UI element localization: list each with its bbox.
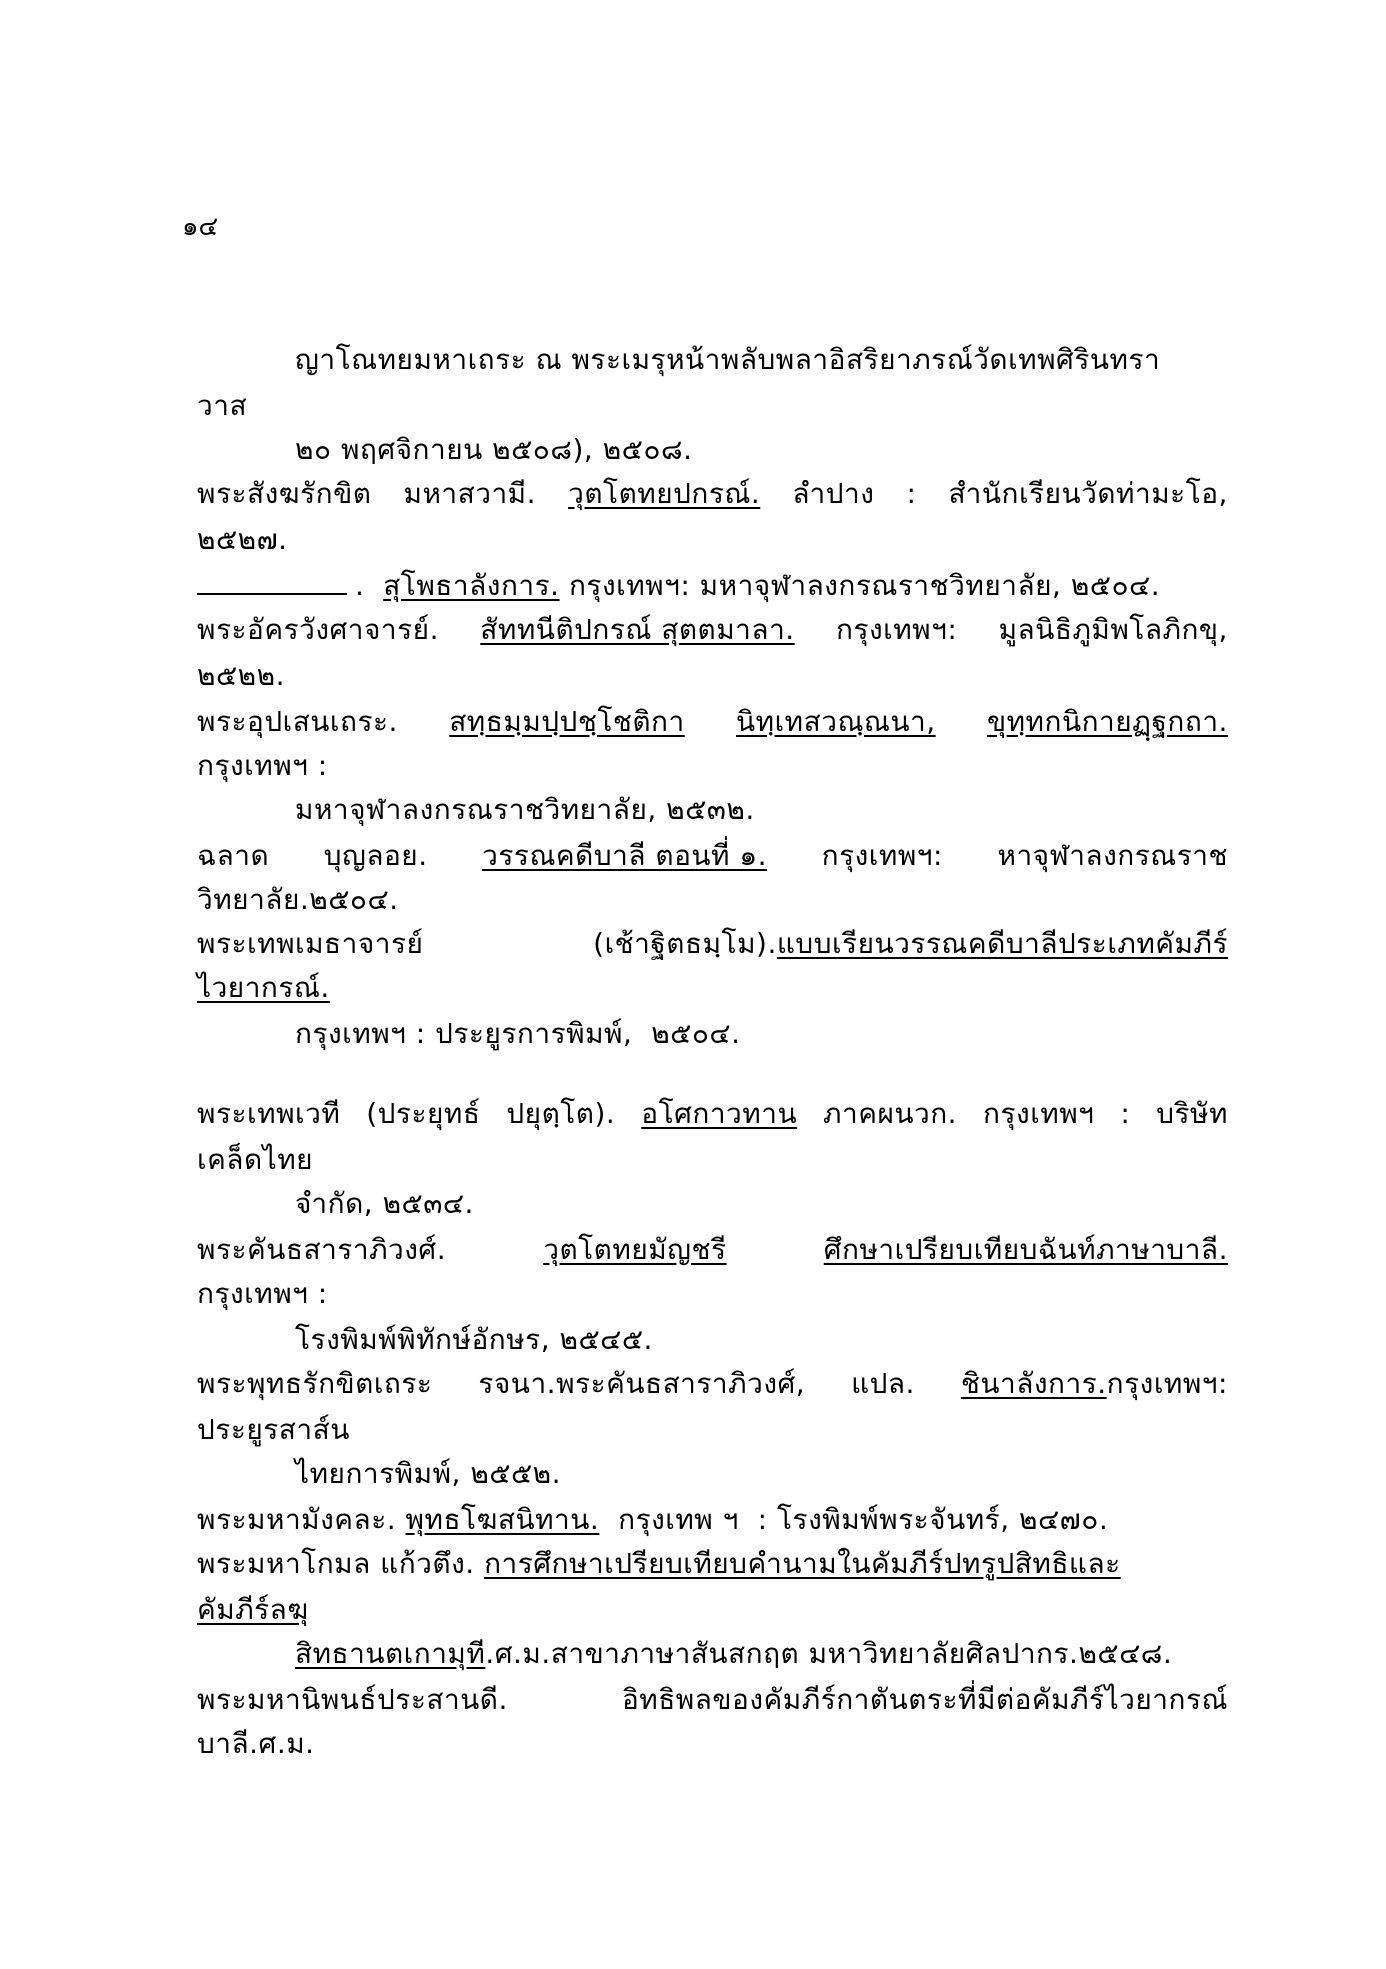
bib-line: ๒๕๒๗. xyxy=(197,523,288,556)
author: พระเทพเมธาจารย์ xyxy=(197,927,424,960)
book-title: วุตโตทยมัญชรี xyxy=(543,1233,727,1266)
book-title: นิทฺเทสวณฺณนา, xyxy=(736,705,936,738)
bib-entry-thepwethi xyxy=(197,1094,1228,1134)
translator: แปล. xyxy=(851,1367,915,1400)
book-title: ชินาลังการ.กรุงเทพฯ: xyxy=(960,1367,1228,1400)
page-number: ๑๔ xyxy=(182,212,219,242)
book-title: อโศกาวทาน xyxy=(641,1097,798,1130)
bib-line: ๒๐ พฤศจิกายน ๒๕๐๘), ๒๕๐๘. xyxy=(295,433,693,466)
book-title: สทฺธมฺมปฺปชฺโชติกา xyxy=(449,705,685,738)
author: (เช้าฐิตธมฺโม).แบบเรียนวรรณคดีบาลีประเภทคัมภีร์ xyxy=(593,927,1228,960)
author: ฉลาด xyxy=(197,839,270,872)
bib-line: ประยูรสาส์น xyxy=(197,1413,350,1446)
thesis-title: อิทธิพลของคัมภีร์กาตันตระที่มีต่อคัมภีร์ไวยากรณ์ xyxy=(621,1683,1228,1716)
author: พระสังฆรักขิต xyxy=(197,477,372,510)
book-title: สัททนีติปกรณ์ สุตตมาลา. xyxy=(480,613,795,646)
author: พระอุปเสนเถระ. xyxy=(197,705,398,738)
author: พระอัครวังศาจารย์. xyxy=(197,613,439,646)
author: พระเทพเวที xyxy=(197,1097,341,1130)
bib-line: เคล็ดไทย xyxy=(197,1143,314,1176)
book-title: พุทธโฆสนิทาน. xyxy=(405,1503,600,1536)
bib-entry-subodhalankara: . สุโพธาลังการ. กรุงเทพฯ: มหาจุฬาลงกรณราชวิทยาลัย, ๒๕๐๔. xyxy=(197,566,1160,606)
author: พระคันธสาราภิวงศ์. xyxy=(197,1233,447,1266)
bib-entry-kandhasara xyxy=(197,1230,1228,1270)
bib-entry-mangala: พระมหามังคละ. พุทธโฆสนิทาน. กรุงเทพ ฯ : โรงพิมพ์พระจันทร์, ๒๔๗๐. xyxy=(197,1503,1109,1536)
author: (ประยุทธ์ xyxy=(366,1097,481,1130)
publisher: สำนักเรียนวัดท่ามะโอ, xyxy=(948,477,1228,510)
place: กรุงเทพฯ: xyxy=(821,839,943,872)
bib-line: สิทธานตเกามุที.ศ.ม.สาขาภาษาสันสกฤต มหาวิทยาลัยศิลปากร.๒๕๔๘. xyxy=(295,1637,1173,1670)
bib-line: ญาโณทยมหาเถระ ณ พระเมรุหน้าพลับพลาอิสริยาภรณ์วัดเทพศิรินทรา xyxy=(295,343,1161,376)
bib-line: จำกัด, ๒๕๓๔. xyxy=(295,1187,474,1220)
separator: : xyxy=(1120,1097,1131,1130)
bib-entry-thepmethacharn xyxy=(197,924,1228,964)
book-title: วรรณคดีบาลี ตอนที่ ๑. xyxy=(482,839,768,872)
bib-line: กรุงเทพฯ : ประยูรการพิมพ์, ๒๕๐๔. xyxy=(295,1017,741,1050)
publisher: บริษัท xyxy=(1156,1097,1228,1130)
bib-line: กรุงเทพฯ : xyxy=(197,749,328,782)
bib-entry-komol: พระมหาโกมล แก้วตึง. การศึกษาเปรียบเทียบคำนามในคัมภีร์ปทรูปสิทธิและ xyxy=(197,1547,1121,1580)
bib-entry-niphon xyxy=(197,1680,1228,1720)
place: กรุงเทพฯ xyxy=(983,1097,1095,1130)
bib-line: โรงพิมพ์พิทักษ์อักษร, ๒๕๔๕. xyxy=(295,1323,653,1356)
author: พระมหานิพนธ์ประสานดี. xyxy=(197,1683,508,1716)
separator: : xyxy=(906,477,917,510)
bib-line: วิทยาลัย.๒๕๐๔. xyxy=(197,883,399,916)
bib-entry-upasena xyxy=(197,702,1228,742)
bib-entry-chalad xyxy=(197,836,1228,876)
place: ลำปาง xyxy=(792,477,875,510)
publisher: มูลนิธิภูมิพโลภิกขุ, xyxy=(998,613,1228,646)
book-title: สุโพธาลังการ. xyxy=(383,569,560,602)
publisher: หาจุฬาลงกรณราช xyxy=(997,839,1228,872)
author: พระพุทธรักขิตเถระ xyxy=(197,1367,433,1400)
bib-line: ๒๕๒๒. xyxy=(197,659,285,692)
bib-line: คัมภีร์ลฆุ xyxy=(197,1593,309,1626)
repeat-author-rule xyxy=(197,567,347,595)
bib-entry-sangharakkhita xyxy=(197,474,1228,514)
book-title: ขุทฺทกนิกายฏฺฐกถา. xyxy=(986,705,1228,738)
bib-line: มหาจุฬาลงกรณราชวิทยาลัย, ๒๕๓๒. xyxy=(295,793,755,826)
bib-line: บาลี.ศ.ม. xyxy=(197,1727,315,1760)
bib-entry-akkavamsa xyxy=(197,610,1228,650)
author: มหาสวามี. xyxy=(403,477,537,510)
bib-line: ไวยากรณ์. xyxy=(197,971,330,1004)
book-title: การศึกษาเปรียบเทียบคำนามในคัมภีร์ปทรูปสิทธิและ xyxy=(484,1547,1121,1580)
bib-entry-buddharakkhita xyxy=(197,1364,1228,1404)
bib-line: วาส xyxy=(197,389,248,422)
book-title: วุตโตทยปกรณ์. xyxy=(568,477,761,510)
bib-line: กรุงเทพฯ : xyxy=(197,1277,328,1310)
section: ภาคผนวก. xyxy=(823,1097,958,1130)
book-title: ศึกษาเปรียบเทียบฉันท์ภาษาบาลี. xyxy=(823,1233,1228,1266)
bib-line: ไทยการพิมพ์, ๒๕๕๒. xyxy=(295,1457,562,1490)
place: กรุงเทพฯ: xyxy=(835,613,958,646)
author: ปยุตฺโต). xyxy=(506,1097,616,1130)
author: รจนา.พระคันธสาราภิวงศ์, xyxy=(478,1367,806,1400)
author: บุญลอย. xyxy=(323,839,428,872)
